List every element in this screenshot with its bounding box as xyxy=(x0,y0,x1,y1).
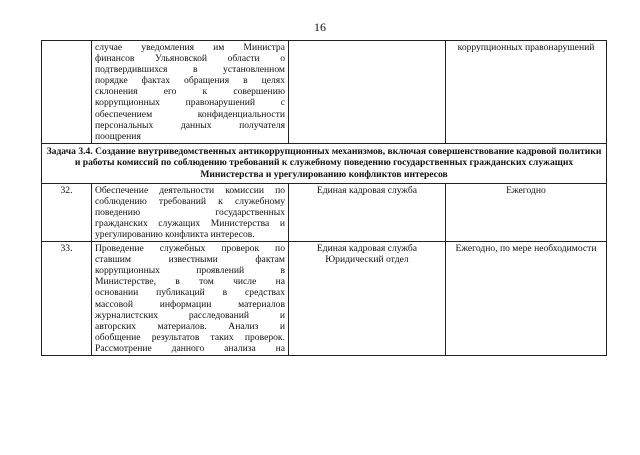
executor-cell: Единая кадровая служба xyxy=(289,183,446,241)
measure-cell xyxy=(92,41,289,144)
executor-cell: Единая кадровая служба Юридический отдел xyxy=(289,242,446,356)
term-cell: Ежегодно xyxy=(446,183,607,241)
executor-cell xyxy=(289,41,446,144)
measure-line: массовой информации материалов xyxy=(95,298,285,310)
table-row xyxy=(42,242,607,356)
measure-line: склонения его к совершению xyxy=(95,86,285,98)
measure-line: ставшим известными фактам xyxy=(95,254,285,266)
measure-line: Проведение служебных проверок по xyxy=(95,243,285,255)
measure-line: финансов Ульяновской области о xyxy=(95,53,285,65)
measure-line: Министерстве, в том числе на xyxy=(95,276,285,288)
measure-line: персональных данных получателя xyxy=(95,119,285,131)
measure-line: основании публикаций в средствах xyxy=(95,287,285,299)
row-number: 33. xyxy=(42,242,92,356)
task-header: Задача 3.4. Создание внутриведомственных антикоррупционных механизмов, включая совершенствование кадровой политики и работы комиссий по соблюдению требований к служебному поведению государственных гражданских служащих Министерства и урегулированию конфликтов интересов xyxy=(42,143,607,183)
measure-line: Обеспечение деятельности комиссии по xyxy=(95,184,285,196)
measure-line: Рассмотрение данного анализа на xyxy=(95,342,285,354)
measure-cell xyxy=(92,242,289,356)
term-cell: Ежегодно, по мере необходимости xyxy=(446,242,607,356)
measure-cell xyxy=(92,183,289,241)
result-cell: коррупционных правонарушений xyxy=(446,41,607,144)
measures-table xyxy=(41,40,607,356)
measure-line: порядке фактах обращения в целях xyxy=(95,75,285,87)
measure-line: подтвердившихся в установленном xyxy=(95,64,285,76)
table-row xyxy=(42,41,607,144)
page-number: 16 xyxy=(314,20,326,34)
measure-line: соблюдению требований к служебному xyxy=(95,195,285,207)
measure-line: журналистских расследований и xyxy=(95,309,285,321)
measure-line: коррупционных правонарушений с xyxy=(95,97,285,109)
measure-line: коррупционных проявлений в xyxy=(95,265,285,277)
row-number-cell xyxy=(42,41,92,144)
measure-line: урегулированию конфликта интересов. xyxy=(95,229,255,240)
measure-line: поощрения xyxy=(95,130,141,142)
measure-line: случае уведомления им Министра xyxy=(95,42,285,53)
table-row xyxy=(42,183,607,241)
row-number: 32. xyxy=(42,183,92,241)
measure-line: обеспечением конфиденциальности xyxy=(95,108,285,120)
measure-line: поведению государственных xyxy=(95,206,285,218)
measure-line: обобщение результатов таких проверок. xyxy=(95,331,285,343)
task-header-row xyxy=(42,143,607,183)
measure-line: гражданских служащих Министерства и xyxy=(95,217,285,229)
measure-line: авторских материалов. Анализ и xyxy=(95,320,285,332)
